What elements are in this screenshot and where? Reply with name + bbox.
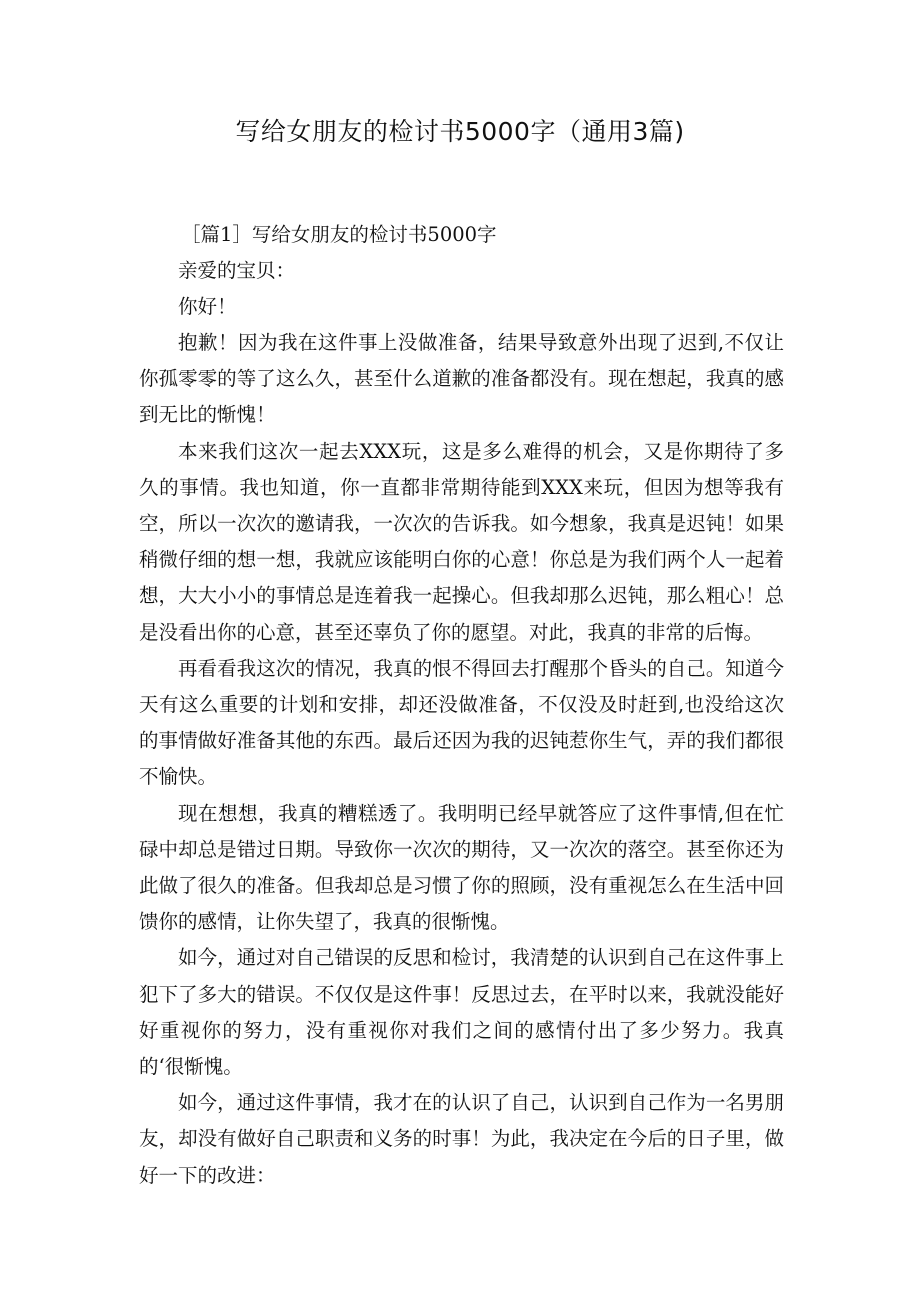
paragraph-1: 抱歉！因为我在这件事上没做准备，结果导致意外出现了迟到,不仅让你孤零零的等了这么久，甚至什么道歉的准备都没有。现在想起，我真的感到无比的惭愧！ [139,331,784,427]
paragraph-5: 如今，通过对自己错误的反思和检讨，我清楚的认识到自己在这件事上犯下了多大的错误。不仅仅是这件事！反思过去，在平时以来，我就没能好好重视你的努力，没有重视你对我们之间的感情付出了多少努力。我真的‘很惭愧。 [139,946,784,1079]
paragraph-3: 再看看我这次的情况，我真的恨不得回去打醒那个昏头的自己。知道今天有这么重要的计划和安排，却还没做准备，不仅没及时赶到,也没给这次的事情做好准备其他的东西。最后还因为我的迟钝惹你生气，弄的我们都很不愉快。 [139,656,784,789]
paragraph-2: 本来我们这次一起去XXX玩，这是多么难得的机会，又是你期待了多久的事情。我也知道，你一直都非常期待能到XXX来玩，但因为想等我有空，所以一次次的邀请我，一次次的告诉我。如今想象，我真是迟钝！如果稍微仔细的想一想，我就应该能明白你的心意！你总是为我们两个人一起着想，大大小小的事情总是连着我一起操心。但我却那么迟钝，那么粗心！总是没看出你的心意，甚至还辜负了你的愿望。对此，我真的非常的后悔。 [139,439,784,644]
salutation: 亲爱的宝贝： [178,259,296,282]
greeting: 你好！ [178,295,237,318]
paragraph-4: 现在想想，我真的糟糕透了。我明明已经早就答应了这件事情,但在忙碌中却总是错过日期。导致你一次次的期待，又一次次的落空。甚至你还为此做了很久的准备。但我却总是习惯了你的照顾，没有重视怎么在生活中回馈你的感情，让你失望了，我真的很惭愧。 [139,801,784,934]
section-heading: ［篇1］写给女朋友的检讨书5000字 [181,223,497,246]
document-body [139,217,784,1194]
paragraph-6: 如今，通过这件事情，我才在的认识了自己，认识到自己作为一名男朋友，却没有做好自己职责和义务的时事！为此，我决定在今后的日子里，做好一下的改进： [139,1091,784,1187]
document-title: 写给女朋友的检讨书5000字（通用3篇) [235,117,685,146]
